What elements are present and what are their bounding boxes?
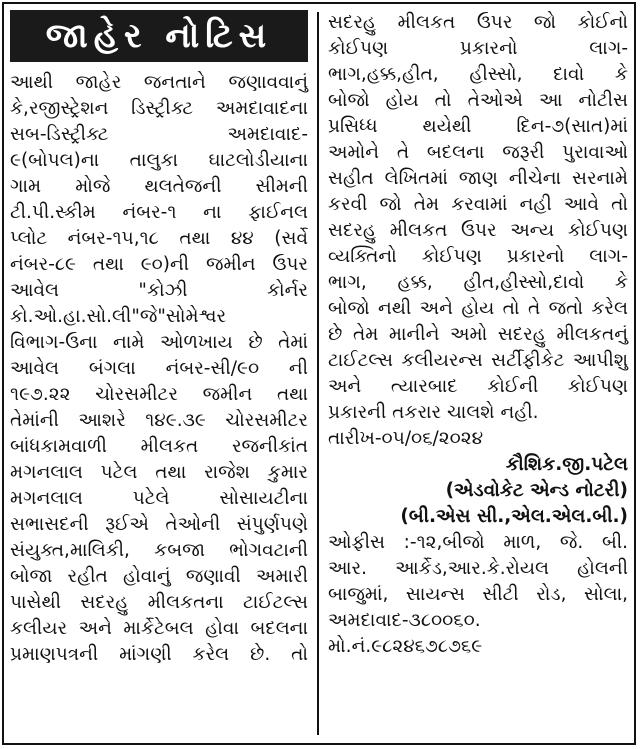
left-lines-line: આવેલ "કોઝી કોર્નર (10, 280, 308, 301)
column-divider (317, 12, 319, 735)
left-lines-line: નંબર-૮૯ તથા ૯૦)ની જમીન ઉપર (10, 254, 308, 275)
signatory-qualification: (બી.એસ સી.,એલ.એલ.બી.) (400, 506, 628, 527)
left-lines-line: સભાસદની રૂઈએ તેઓની સંપુર્ણપણે (10, 514, 308, 535)
right-lines-line: પ્રસિધ્ધ થયેથી દિન-૭(સાત)માં (328, 116, 628, 137)
signatory-designation: (એડવોકેટ એન્ડ નોટરી) (445, 480, 628, 501)
left-lines-line: પ્લોટ નંબર-૧૫,૧૮ તથા ૪૪ (સર્વે (10, 228, 308, 249)
signatory-name: કૌશિક.જી.પટેલ (505, 454, 628, 475)
address-lines-line: ઓફીસ :-૧૨,બીજો માળ, જે. બી. (328, 532, 628, 553)
left-lines-line: ગામ મોજે થલતેજની સીમની (10, 176, 308, 197)
left-lines-line: આવેલ બંગલા નંબર-સી/૯૦ ની (10, 358, 308, 379)
left-lines-line: પાસેથી સદરહુ મીલકતના ટાઈટલ્સ (10, 592, 308, 613)
right-lines-line: અને ત્યારબાદ કોઈની કોઈપણ (328, 376, 628, 397)
address-lines-line: અમદાવાદ-૩૮૦૦૬૦. (328, 610, 481, 631)
notice-title: જાહેર નોટિસ (10, 10, 308, 62)
right-lines-line: બોજો હોય તો તેઓએ આ નોટીસ (328, 90, 628, 111)
left-lines-line: ૧૯૭.૨૨ ચોરસમીટર જમીન તથા (10, 384, 308, 405)
right-lines-line: અમોને તે બદલના જરૂરી પુરાવાઓ (328, 142, 628, 163)
left-lines-line: બોજા રહીત હોવાનું જણાવી અમારી (10, 566, 308, 587)
right-lines-line: ભાગ,હક્ક,હીત, હીસ્સો, દાવો કે (328, 64, 628, 85)
public-notice (2, 2, 636, 745)
right-lines-line: કરવી જો તેમ કરવામાં નહી આવે તો (328, 194, 628, 215)
left-lines-line: સંયુક્ત,માલિકી, કબજા ભોગવટાની (10, 540, 308, 561)
left-lines-line: તેમાંની આશરે ૧૪૯.૩૯ ચોરસમીટર (10, 410, 308, 431)
notice-date: તારીખ-૦૫/૦૬/૨૦૨૪ (328, 428, 484, 449)
left-lines-line: કલીયર અને માર્કેટેબલ હોવા બદલના (10, 618, 308, 639)
left-lines-line: પ્રમાણપત્રની માંગણી કરેલ છે. તો (10, 644, 308, 665)
right-lines-line: સદરહુ મીલકત ઉપર અન્ય કોઈપણ (328, 220, 628, 241)
notice-body-left (10, 70, 308, 668)
left-lines-line: કે,રજીસ્ટ્રેશન ડિસ્ટ્રીક્ટ અમદાવાદના (10, 98, 308, 119)
left-lines-line: મગનલાલ પટેલ તથા રાજેશ કુમાર (10, 462, 308, 483)
right-lines-line: કોઈપણ પ્રકારનો લાગ- (328, 38, 628, 59)
right-lines-line: છે તેમ માનીને અમો સદરહુ મીલકતનું (328, 324, 628, 345)
right-lines-line: વ્યક્તિનો કોઈપણ પ્રકારનો લાગ- (328, 246, 628, 267)
left-lines-line: સબ-ડિસ્ટ્રીક્ટ અમદાવાદ- (10, 124, 308, 145)
right-lines-line: ભાગ, હક્ક, હીત,હીસ્સો,દાવો કે (328, 272, 628, 293)
right-lines-line: બોજો નથી અને હોય તો તે જતો કરેલ (328, 298, 628, 319)
left-lines-line: ટી.પી.સ્કીમ નંબર-૧ ના ફાઈનલ (10, 202, 308, 223)
left-lines-line: કો.ઓ.હા.સો.લી"જે"સોમેશ્વર (10, 306, 227, 327)
left-lines-line: ૯(બોપલ)ના તાલુકા ઘાટલોડીયાના (10, 150, 308, 171)
notice-left-column (10, 4, 308, 743)
office-address (328, 530, 628, 634)
right-lines-line: પ્રકારની તકરાર ચાલશે નહી. (328, 402, 539, 423)
left-lines-line: આથી જાહેર જનતાને જણાવવાનું (10, 72, 308, 93)
left-lines-line: મગનલાલ પટેલે સોસાયટીના (10, 488, 308, 509)
notice-body-right (328, 10, 628, 426)
right-lines-line: સહીત લેખિતમાં જાણ નીચેના સરનામે (328, 168, 628, 189)
phone-number: મો.નં.૯૮૨૪૬૭૮૭૬૯ (328, 636, 483, 657)
left-lines-line: બાંધકામવાળી મીલકત રજનીકાંત (10, 436, 308, 457)
left-lines-line: વિભાગ-ઉના નામે ઓળખાય છે તેમાં (10, 332, 308, 353)
notice-right-column (328, 4, 628, 743)
right-lines-line: ટાઈટલ્સ કલીયરન્સ સર્ટીફીકેટ આપીશુ (328, 350, 628, 371)
address-lines-line: બાજુમાં, સાયન્સ સીટી રોડ, સોલા, (328, 584, 628, 605)
address-lines-line: આર. આર્કેડ,આર.કે.રોયલ હોલની (328, 558, 628, 579)
right-lines-line: સદરહુ મીલકત ઉપર જો કોઈનો (328, 12, 628, 33)
